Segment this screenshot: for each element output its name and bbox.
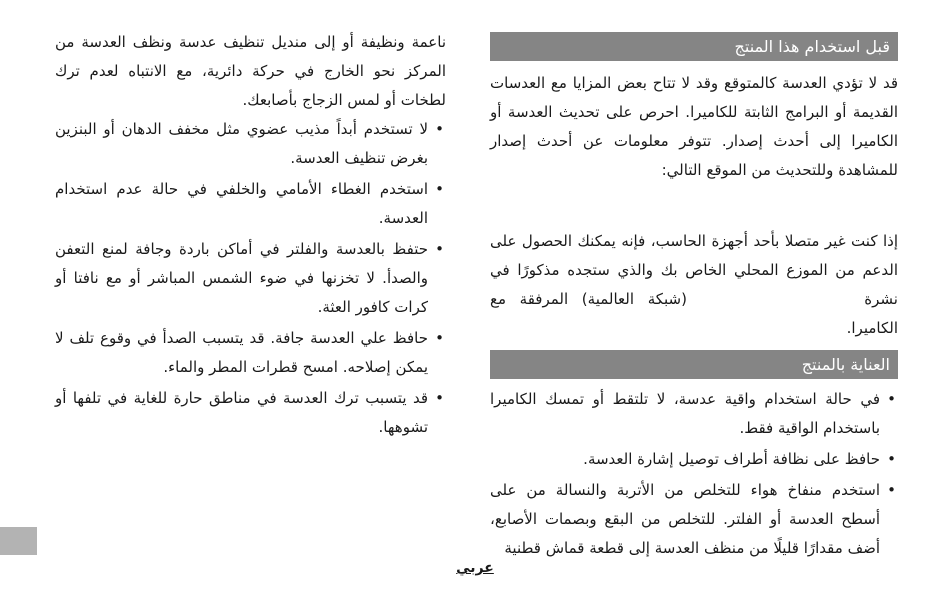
list-item: • استخدم الغطاء الأمامي والخلفي في حالة عدم استخدام العدسة.: [55, 175, 446, 233]
bullet-icon: •: [435, 180, 444, 198]
support-paragraph: [490, 227, 898, 343]
support-text-b: (شبكة: [647, 290, 687, 308]
cleaning-continuation: ناعمة ونظيفة أو إلى منديل تنظيف عدسة ونظف العدسة من المركز نحو الخارج في حركة دائرية، مع الانتباه لعدم ترك لطخات أو لمس الزجاج بأصابعك.: [55, 33, 446, 109]
list-item: • في حالة استخدام واقية عدسة، لا تلتقط أو تمسك الكاميرا باستخدام الواقية فقط.: [490, 385, 898, 443]
list-item: • لا تستخدم أبداً مذيب عضوي مثل مخفف الدهان أو البنزين بغرض تنظيف العدسة.: [55, 115, 446, 173]
firmware-paragraph: قد لا تؤدي العدسة كالمتوقع وقد لا تتاح بعض المزايا مع العدسات القديمة أو البرامج الثابتة للكاميرا. احرص على تحديث العدسة أو الكاميرا إلى أحدث إصدار. تتوفر معلومات عن أحدث إصدار للمشاهدة وللتحديث من الموقع التالي:: [490, 74, 898, 179]
care-list-continued: [55, 115, 446, 442]
bullet-icon: •: [887, 450, 896, 468]
support-text-a: إذا كنت غير متصلا بأحد أجهزة الحاسب، فإنه يمكنك الحصول على الدعم من الموزع المحلي الخاص بك والذي ستجده مذكورًا في نشرة: [490, 232, 898, 308]
language-label: عربي: [456, 560, 494, 576]
bullet-icon: •: [435, 389, 444, 407]
list-item: • حافظ علي العدسة جافة. قد يتسبب الصدأ في وقوع تلف لا يمكن إصلاحه. امسح قطرات المطر والماء.: [55, 324, 446, 382]
blank-space: [490, 185, 898, 227]
bullet-icon: •: [435, 240, 444, 258]
bullet-icon: •: [435, 120, 444, 138]
support-text-c: العالمية) المرفقة مع الكاميرا.: [490, 290, 898, 337]
list-item: • استخدم منفاخ هواء للتخلص من الأتربة والنسالة من على أسطح العدسة أو الفلتر. للتخلص من البقع وبصمات الأصابع، أضف مقدارًا قليلًا من منظف العدسة إلى قطعة قماش قطنية: [490, 476, 898, 563]
care-list: [490, 385, 898, 563]
list-item: • حتفظ بالعدسة والفلتر في أماكن باردة وجافة لمنع التعفن والصدأ. لا تخزنها في ضوء الشمس المباشر أو مع نافتا أو كرات كافور العثة.: [55, 235, 446, 322]
bullet-icon: •: [435, 329, 444, 347]
left-column: [55, 28, 446, 444]
bullet-icon: •: [887, 390, 896, 408]
section-header-care: العناية بالمنتج: [490, 350, 898, 379]
section-header-before-use: قبل استخدام هذا المنتج: [490, 32, 898, 61]
page-tab-marker: [0, 527, 37, 555]
bullet-icon: •: [887, 481, 896, 499]
right-column: [490, 32, 898, 565]
list-item: • قد يتسبب ترك العدسة في مناطق حارة للغاية في تلفها أو تشوهها.: [55, 384, 446, 442]
list-item: • حافظ على نظافة أطراف توصيل إشارة العدسة.: [490, 445, 898, 474]
